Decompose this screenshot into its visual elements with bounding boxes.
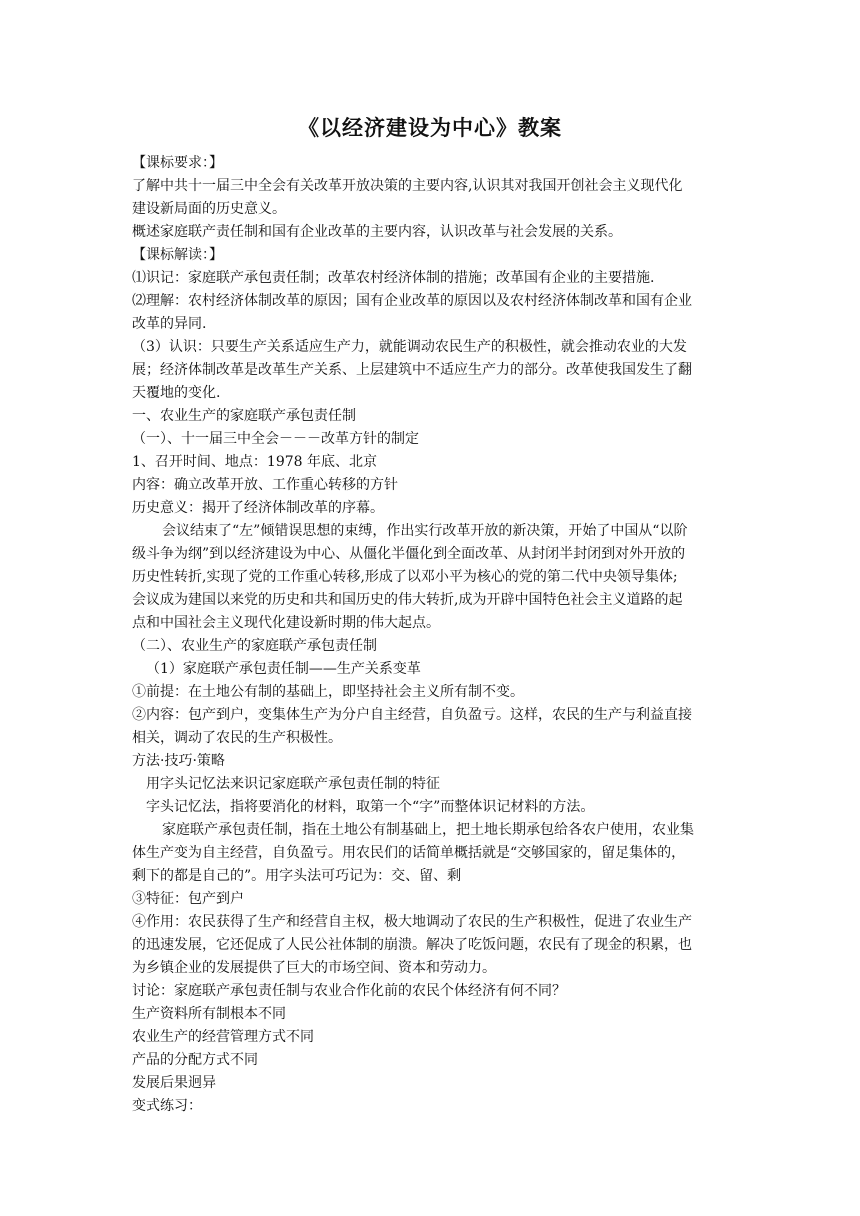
subsection-heading: （一）、十一届三中全会－－－改革方针的制定 (132, 431, 419, 447)
text-line: 产品的分配方式不同 (132, 1052, 258, 1068)
text-line: 农业生产的经营管理方式不同 (132, 1029, 314, 1045)
text-line: 点和中国社会主义现代化建设新时期的伟大起点。 (132, 615, 440, 631)
text-line: 变式练习： (132, 1098, 202, 1114)
text-line: 历史意义：揭开了经济体制改革的序幕。 (132, 500, 384, 516)
text-line: 家庭联产承包责任制，指在土地公有制基础上，把土地长期承包给各农户使用，农业集 (162, 822, 694, 838)
text-line: 建设新局面的历史意义。 (132, 201, 286, 217)
text-line: 1、召开时间、地点：1978 年底、北京 (132, 454, 377, 470)
text-line: ③特征：包产到户 (132, 891, 244, 907)
document-body (132, 152, 732, 1118)
text-line: 展；经济体制改革是改革生产关系、上层建筑中不适应生产力的部分。改革使我国发生了翻 (132, 362, 692, 378)
text-line: ②内容：包产到户，变集体生产为分户自主经营，自负盈亏。这样，农民的生产与利益直接 (132, 707, 692, 723)
text-line: 内容：确立改革开放、工作重心转移的方针 (132, 477, 398, 493)
text-line: 用字头记忆法来识记家庭联产承包责任制的特征 (146, 776, 440, 792)
text-line: （3）认识：只要生产关系适应生产力，就能调动农民生产的积极性，就会推动农业的大发 (132, 339, 687, 355)
text-line: 剩下的都是自己的”。用字头法可巧记为：交、留、剩 (132, 868, 462, 884)
text-line: （1）家庭联产承包责任制——生产关系变革 (146, 661, 421, 677)
text-line: 生产资料所有制根本不同 (132, 1006, 286, 1022)
text-line: 【课标解读：】 (132, 247, 223, 263)
text-line: 概述家庭联产责任制和国有企业改革的主要内容，认识改革与社会发展的关系。 (132, 224, 622, 240)
text-line: ①前提：在土地公有制的基础上，即坚持社会主义所有制不变。 (132, 684, 524, 700)
text-line: 发展后果迥异 (132, 1075, 216, 1091)
text-line: 的迅速发展，它还促成了人民公社体制的崩溃。解决了吃饭问题，农民有了现金的积累，也 (132, 937, 692, 953)
text-line: 会议成为建国以来党的历史和共和国历史的伟大转折,成为开辟中国特色社会主义道路的起 (132, 592, 683, 608)
text-line: 历史性转折,实现了党的工作重心转移,形成了以邓小平为核心的党的第二代中央领导集体; (132, 569, 678, 585)
text-line: 讨论：家庭联产承包责任制与农业合作化前的农民个体经济有何不同？ (132, 983, 566, 999)
text-line: 方法·技巧·策略 (132, 753, 225, 769)
text-line: 改革的异同. (132, 316, 207, 332)
text-line: 为乡镇企业的发展提供了巨大的市场空间、资本和劳动力。 (132, 960, 496, 976)
text-line: 级斗争为纲”到以经济建设为中心、从僵化半僵化到全面改革、从封闭半封闭到对外开放的 (132, 546, 686, 562)
text-line: 天覆地的变化. (132, 385, 221, 401)
text-line: ⑵理解：农村经济体制改革的原因；国有企业改革的原因以及农村经济体制改革和国有企业 (132, 293, 692, 309)
text-line: ⑴识记：家庭联产承包责任制；改革农村经济体制的措施；改革国有企业的主要措施. (132, 270, 655, 286)
document-title: 《以经济建设为中心》教案 (298, 116, 562, 140)
text-line: 会议结束了“左”倾错误思想的束缚，作出实行改革开放的新决策，开始了中国从“以阶 (162, 523, 688, 539)
text-line: 体生产变为自主经营，自负盈亏。用农民们的话简单概括就是“交够国家的，留足集体的， (132, 845, 686, 861)
text-line: 相关，调动了农民的生产积极性。 (132, 730, 342, 746)
subsection-heading: （二）、农业生产的家庭联产承包责任制 (132, 638, 377, 654)
text-line: 【课标要求：】 (132, 155, 223, 171)
section-heading: 一、农业生产的家庭联产承包责任制 (132, 408, 356, 424)
text-line: 了解中共十一届三中全会有关改革开放决策的主要内容,认识其对我国开创社会主义现代化 (132, 178, 683, 194)
text-line: 字头记忆法，指将要消化的材料，取第一个“字”而整体识记材料的方法。 (146, 799, 595, 815)
text-line: ④作用：农民获得了生产和经营自主权，极大地调动了农民的生产积极性，促进了农业生产 (132, 914, 692, 930)
